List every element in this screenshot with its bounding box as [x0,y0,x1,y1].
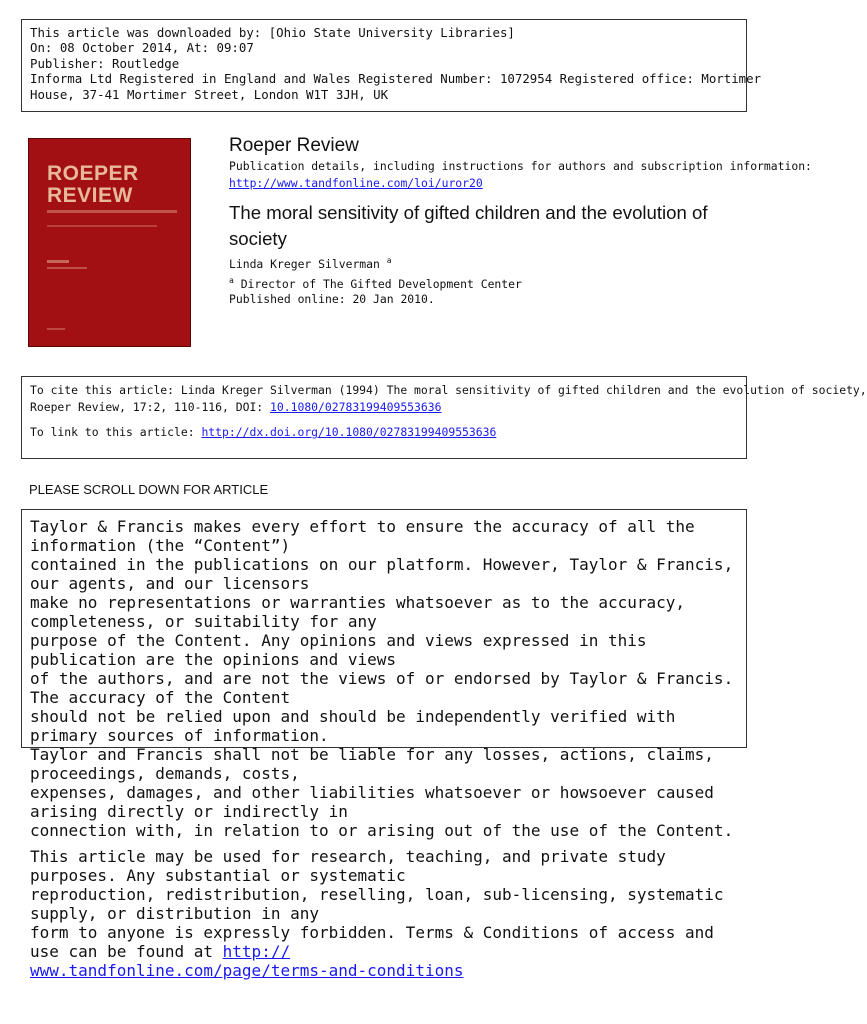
cover-subtitle-bar [47,210,177,213]
terms-link[interactable]: http:// [222,942,291,961]
doi-link[interactable]: 10.1080/02783199409553636 [270,400,442,414]
cover-volume-bar [47,225,157,227]
download-line: On: 08 October 2014, At: 09:07 [30,40,254,56]
download-line: House, 37-41 Mortimer Street, London W1T 3JH, UK [30,86,389,102]
publication-details: Publication details, including instructions for authors and subscription information: [229,159,812,173]
journal-url-link[interactable]: http://www.tandfonline.com/loi/uror20 [229,176,483,190]
cover-editor-bar [47,260,69,263]
affiliation-line [229,276,522,291]
citation-line: Roeper Review, 17:2, 110-116, DOI: [30,400,271,414]
affiliation: Director of The Gifted Development Center [240,276,522,291]
cover-editor-name-bar [47,267,87,269]
scroll-notice: PLEASE SCROLL DOWN FOR ARTICLE [29,482,269,497]
article-doi-url-link[interactable]: http://dx.doi.org/10.1080/02783199409553636 [201,425,497,439]
download-line: Publisher: Routledge [30,55,180,71]
citation-box [21,376,867,459]
download-info-box [21,19,762,112]
published-date: Published online: 20 Jan 2010. [229,292,435,306]
download-line: This article was downloaded by: [Ohio State University Libraries] [30,25,515,40]
cover-footer-bar [47,328,65,330]
terms-link[interactable]: www.tandfonline.com/page/terms-and-conditions [30,961,464,980]
journal-title: Roeper Review [229,135,359,156]
affiliation-superscript: a [229,276,234,285]
download-line: Informa Ltd Registered in England and Wales Registered Number: 1072954 Registered office: Mortimer [30,71,762,87]
cover-title: ROEPER REVIEW [47,162,139,207]
article-title: The moral sensitivity of gifted children and the evolution of society [229,202,708,249]
author-superscript: a [386,256,392,265]
link-label: To link to this article: [30,425,195,439]
author-line [229,256,392,271]
citation-line: To cite this article: Linda Kreger Silverman (1994) The moral sensitivity of gifted children and the evolution of society, [30,383,867,397]
disclaimer-box: Taylor & Francis makes every effort to ensure the accuracy of all the information (the “Content”) contained in the publications on our platform. However, Taylor & Francis, our agents, and our licensors make no representations or warranties whatsoever as to the accuracy, completeness, or suitability for any purpose of the Content. Any opinions and views expressed in this publication are the opinions and views of the authors, and are not the views of or endorsed by Taylor & Francis. The accuracy of the Content should not be relied upon and should be independently verified with primary sources of information. Taylor and Francis shall not be liable for any losses, actions, claims, proceedings, demands, costs, expenses, damages, and other liabilities whatsoever or howsoever caused arising directly or indirectly in connection with, in relation to or arising out of the use of the Content. This article may be used for research, teaching, and private study purposes. Any substantial or systematic reproduction, redistribution, reselling, loan, sub-licensing, systematic supply, or distribution in any form to anyone is expressly forbidden. Terms & Conditions of access and use can be found at http:// www.tandfonline.com/page/terms-and-conditions [21,509,747,748]
journal-cover-image [28,138,191,347]
author-name: Linda Kreger Silverman [229,256,380,271]
